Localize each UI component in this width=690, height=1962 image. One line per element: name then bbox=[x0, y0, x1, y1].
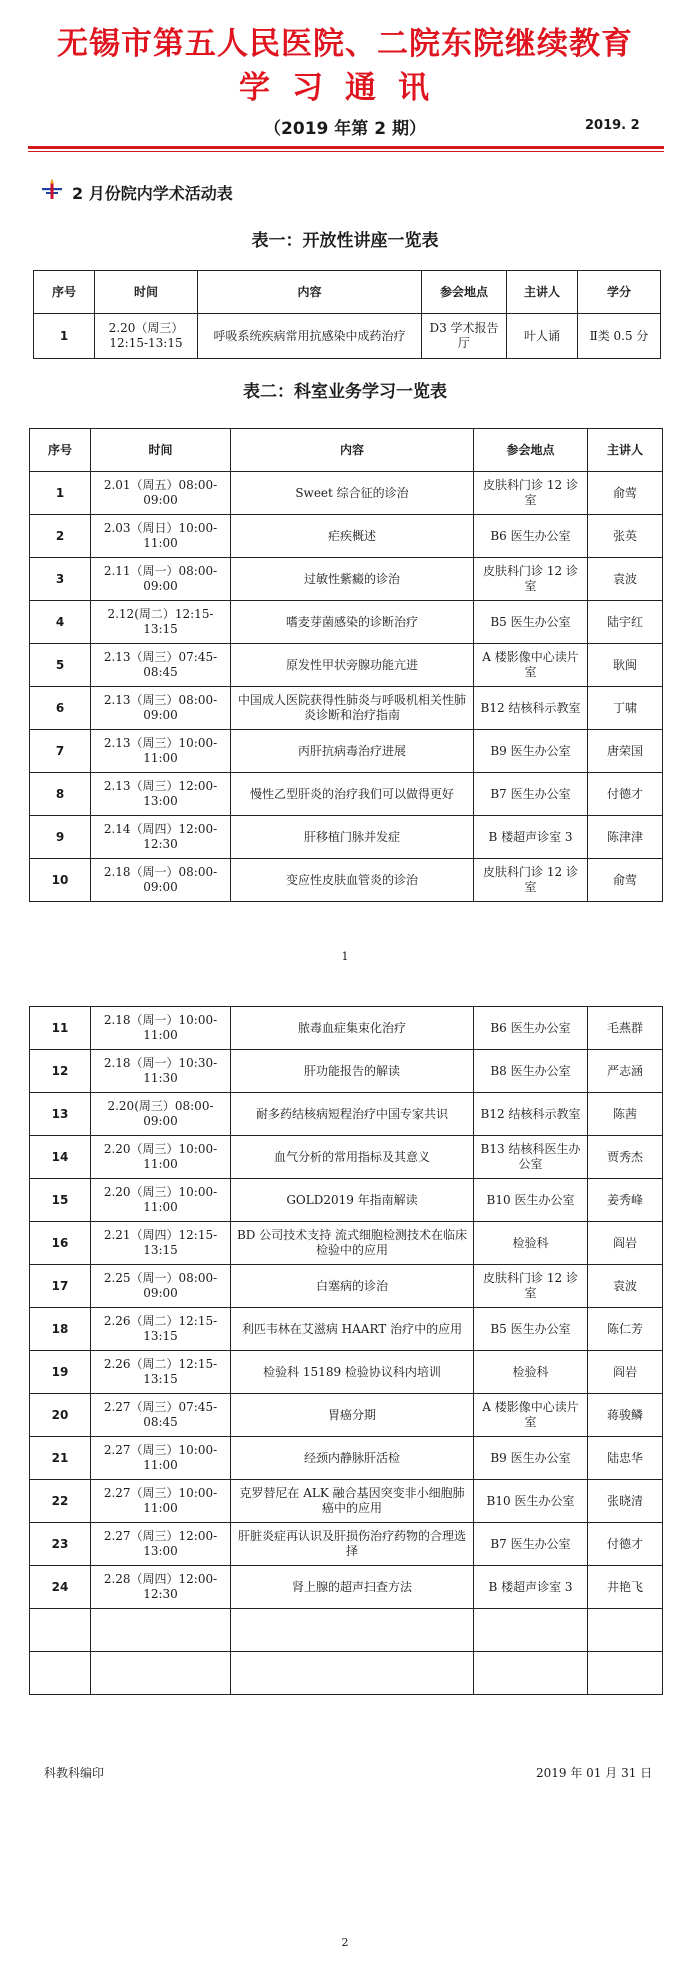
table-cell: 付德才 bbox=[588, 1523, 663, 1566]
table-cell: B7 医生办公室 bbox=[474, 773, 588, 816]
table-cell: 脓毒血症集束化治疗 bbox=[231, 1007, 474, 1050]
table-cell bbox=[474, 1652, 588, 1695]
table-cell: 丁啸 bbox=[588, 687, 663, 730]
table-cell: 袁波 bbox=[588, 558, 663, 601]
table-cell: 2 bbox=[30, 515, 91, 558]
table-cell: 18 bbox=[30, 1308, 91, 1351]
table-row bbox=[30, 1480, 663, 1523]
table-cell: 白塞病的诊治 bbox=[231, 1265, 474, 1308]
table-cell: 2.18（周一）08:00-09:00 bbox=[91, 859, 231, 902]
column-header: 序号 bbox=[34, 271, 95, 314]
table-cell bbox=[30, 1609, 91, 1652]
compile-date: 2019 年 01 月 31 日 bbox=[536, 1766, 653, 1780]
table-row bbox=[30, 1050, 663, 1093]
newsletter-title-line1: 无锡市第五人民医院、二院东院继续教育 bbox=[57, 26, 633, 62]
table-row-empty bbox=[30, 1609, 663, 1652]
table-row bbox=[30, 644, 663, 687]
table-cell: 2.20(周三）08:00-09:00 bbox=[91, 1093, 231, 1136]
column-header: 主讲人 bbox=[588, 429, 663, 472]
table-cell: 2.11（周一）08:00-09:00 bbox=[91, 558, 231, 601]
table-row bbox=[30, 1437, 663, 1480]
table-cell: 2.26（周二）12:15-13:15 bbox=[91, 1308, 231, 1351]
table-cell: 俞莺 bbox=[588, 859, 663, 902]
table-cell: B12 结核科示教室 bbox=[474, 1093, 588, 1136]
table-cell: 血气分析的常用指标及其意义 bbox=[231, 1136, 474, 1179]
table-cell: BD 公司技术支持 流式细胞检测技术在临床检验中的应用 bbox=[231, 1222, 474, 1265]
table-cell: B12 结核科示教室 bbox=[474, 687, 588, 730]
table-cell: B10 医生办公室 bbox=[474, 1179, 588, 1222]
table-cell: 16 bbox=[30, 1222, 91, 1265]
table-cell: 7 bbox=[30, 730, 91, 773]
table-cell bbox=[231, 1609, 474, 1652]
table-cell: 肝脏炎症再认识及肝损伤治疗药物的合理选择 bbox=[231, 1523, 474, 1566]
table-row bbox=[30, 1222, 663, 1265]
table-cell: 24 bbox=[30, 1566, 91, 1609]
table2-title: 表二：科室业务学习一览表 bbox=[243, 382, 447, 402]
table-cell: A 楼影像中心读片室 bbox=[474, 644, 588, 687]
table-cell: 叶人诵 bbox=[507, 314, 578, 359]
table-cell: 1 bbox=[34, 314, 95, 359]
table-cell: 23 bbox=[30, 1523, 91, 1566]
table-cell: 阎岩 bbox=[588, 1222, 663, 1265]
table-cell: 陈仁芳 bbox=[588, 1308, 663, 1351]
table-cell: 皮肤科门诊 12 诊室 bbox=[474, 558, 588, 601]
table-row bbox=[30, 1007, 663, 1050]
table-cell: 17 bbox=[30, 1265, 91, 1308]
table-cell: Sweet 综合征的诊治 bbox=[231, 472, 474, 515]
issue-date: 2019. 2 bbox=[585, 118, 640, 133]
table-cell: 严志涵 bbox=[588, 1050, 663, 1093]
table-cell: 中国成人医院获得性肺炎与呼吸机相关性肺炎诊断和治疗指南 bbox=[231, 687, 474, 730]
table-row bbox=[30, 1351, 663, 1394]
table-cell: 2.25（周一）08:00-09:00 bbox=[91, 1265, 231, 1308]
table-cell: 丙肝抗病毒治疗进展 bbox=[231, 730, 474, 773]
table-cell: 利匹韦林在艾滋病 HAART 治疗中的应用 bbox=[231, 1308, 474, 1351]
table-cell: 蒋骏鳞 bbox=[588, 1394, 663, 1437]
table-cell: 肝功能报告的解读 bbox=[231, 1050, 474, 1093]
table-cell bbox=[588, 1609, 663, 1652]
table-row bbox=[34, 314, 661, 359]
table-cell: 8 bbox=[30, 773, 91, 816]
table-cell: 2.03（周日）10:00-11:00 bbox=[91, 515, 231, 558]
column-header: 参会地点 bbox=[474, 429, 588, 472]
table-cell: 慢性乙型肝炎的治疗我们可以做得更好 bbox=[231, 773, 474, 816]
table-row bbox=[30, 687, 663, 730]
table1-title: 表一：开放性讲座一览表 bbox=[251, 231, 439, 251]
table-cell: Ⅱ类 0.5 分 bbox=[578, 314, 661, 359]
table-cell: 10 bbox=[30, 859, 91, 902]
study-table-page2 bbox=[29, 1006, 663, 1695]
table-cell: 皮肤科门诊 12 诊室 bbox=[474, 472, 588, 515]
table-cell: A 楼影像中心读片室 bbox=[474, 1394, 588, 1437]
table-cell bbox=[91, 1652, 231, 1695]
table-cell: 2.27（周三）10:00-11:00 bbox=[91, 1480, 231, 1523]
table-row bbox=[30, 1566, 663, 1609]
table-row bbox=[30, 1523, 663, 1566]
column-header: 时间 bbox=[95, 271, 198, 314]
table-cell: 付德才 bbox=[588, 773, 663, 816]
table-cell: 20 bbox=[30, 1394, 91, 1437]
table-cell: 15 bbox=[30, 1179, 91, 1222]
table-row bbox=[30, 472, 663, 515]
page-number-1: 1 bbox=[341, 950, 349, 963]
table-row bbox=[30, 773, 663, 816]
table-cell: 1 bbox=[30, 472, 91, 515]
study-table-page1 bbox=[29, 428, 663, 902]
table-row bbox=[30, 1265, 663, 1308]
table-cell: 4 bbox=[30, 601, 91, 644]
table-cell bbox=[474, 1609, 588, 1652]
table-cell: 2.20（周三）10:00-11:00 bbox=[91, 1179, 231, 1222]
table-row bbox=[30, 515, 663, 558]
table-header-row bbox=[30, 429, 663, 472]
table-cell bbox=[588, 1652, 663, 1695]
table-cell: 2.13（周三）10:00-11:00 bbox=[91, 730, 231, 773]
table-cell: 12 bbox=[30, 1050, 91, 1093]
page-number-2: 2 bbox=[341, 1936, 349, 1949]
column-header: 主讲人 bbox=[507, 271, 578, 314]
table-cell: 2.28（周四）12:00-12:30 bbox=[91, 1566, 231, 1609]
table-row bbox=[30, 1394, 663, 1437]
table-row bbox=[30, 1093, 663, 1136]
table-cell: 呼吸系统疾病常用抗感染中成药治疗 bbox=[198, 314, 422, 359]
table-cell: 2.27（周三）07:45-08:45 bbox=[91, 1394, 231, 1437]
table-cell: 2.26（周二）12:15-13:15 bbox=[91, 1351, 231, 1394]
table-cell: 2.18（周一）10:00-11:00 bbox=[91, 1007, 231, 1050]
table-cell: 阎岩 bbox=[588, 1351, 663, 1394]
table-cell: 检验科 bbox=[474, 1222, 588, 1265]
table-row bbox=[30, 730, 663, 773]
table-cell: 俞莺 bbox=[588, 472, 663, 515]
table-cell bbox=[30, 1652, 91, 1695]
table-cell: 耿闽 bbox=[588, 644, 663, 687]
table-cell: 肾上腺的超声扫查方法 bbox=[231, 1566, 474, 1609]
table-cell: 2.14（周四）12:00-12:30 bbox=[91, 816, 231, 859]
table-cell: 经颈内静脉肝活检 bbox=[231, 1437, 474, 1480]
table-cell: B8 医生办公室 bbox=[474, 1050, 588, 1093]
table-row bbox=[30, 558, 663, 601]
table-cell: 检验科 15189 检验协议科内培训 bbox=[231, 1351, 474, 1394]
table-row bbox=[30, 1136, 663, 1179]
table-row bbox=[30, 859, 663, 902]
column-header: 序号 bbox=[30, 429, 91, 472]
table-cell: 耐多药结核病短程治疗中国专家共识 bbox=[231, 1093, 474, 1136]
table-cell: 2.20（周三）12:15-13:15 bbox=[95, 314, 198, 359]
column-header: 时间 bbox=[91, 429, 231, 472]
table-cell: 皮肤科门诊 12 诊室 bbox=[474, 1265, 588, 1308]
column-header: 内容 bbox=[198, 271, 422, 314]
candle-icon bbox=[40, 179, 64, 201]
table-cell: B9 医生办公室 bbox=[474, 1437, 588, 1480]
column-header: 参会地点 bbox=[422, 271, 507, 314]
table-cell: B10 医生办公室 bbox=[474, 1480, 588, 1523]
table-cell: 22 bbox=[30, 1480, 91, 1523]
table-cell: 过敏性紫癜的诊治 bbox=[231, 558, 474, 601]
table-cell: 井艳飞 bbox=[588, 1566, 663, 1609]
table-cell: 检验科 bbox=[474, 1351, 588, 1394]
issue-number: （2019 年第 2 期） bbox=[264, 119, 426, 139]
table-cell: B6 医生办公室 bbox=[474, 515, 588, 558]
table-cell: 5 bbox=[30, 644, 91, 687]
table-cell: 9 bbox=[30, 816, 91, 859]
table-cell: 肝移植门脉并发症 bbox=[231, 816, 474, 859]
table-cell: 原发性甲状旁腺功能亢进 bbox=[231, 644, 474, 687]
table-cell bbox=[91, 1609, 231, 1652]
table-cell: 唐荣国 bbox=[588, 730, 663, 773]
table-cell: D3 学术报告厅 bbox=[422, 314, 507, 359]
table-cell: 张晓清 bbox=[588, 1480, 663, 1523]
table-cell: 嗜麦芽菌感染的诊断治疗 bbox=[231, 601, 474, 644]
table-cell: 3 bbox=[30, 558, 91, 601]
table-cell: 陈茜 bbox=[588, 1093, 663, 1136]
section-title: 2 月份院内学术活动表 bbox=[72, 184, 233, 203]
table-cell: 胃癌分期 bbox=[231, 1394, 474, 1437]
table-cell: B 楼超声诊室 3 bbox=[474, 1566, 588, 1609]
table-cell: 2.21（周四）12:15-13:15 bbox=[91, 1222, 231, 1265]
table-cell: 14 bbox=[30, 1136, 91, 1179]
column-header: 内容 bbox=[231, 429, 474, 472]
table-cell: B 楼超声诊室 3 bbox=[474, 816, 588, 859]
table-cell: 陈津津 bbox=[588, 816, 663, 859]
table-cell: 13 bbox=[30, 1093, 91, 1136]
table-cell: 陆忠华 bbox=[588, 1437, 663, 1480]
table-cell: 2.27（周三）10:00-11:00 bbox=[91, 1437, 231, 1480]
lecture-table bbox=[33, 270, 661, 359]
table-cell: 11 bbox=[30, 1007, 91, 1050]
table-cell: 2.18（周一）10:30-11:30 bbox=[91, 1050, 231, 1093]
table-cell: 21 bbox=[30, 1437, 91, 1480]
table-cell: 陆宇红 bbox=[588, 601, 663, 644]
table-cell: 2.13（周三）12:00-13:00 bbox=[91, 773, 231, 816]
table-cell: B5 医生办公室 bbox=[474, 1308, 588, 1351]
table-cell: 2.20（周三）10:00-11:00 bbox=[91, 1136, 231, 1179]
compiler-note: 科教科编印 bbox=[44, 1766, 105, 1780]
table-cell: 2.13（周三）07:45-08:45 bbox=[91, 644, 231, 687]
table-row bbox=[30, 601, 663, 644]
table-cell: 姜秀峰 bbox=[588, 1179, 663, 1222]
header-rule-thin bbox=[28, 151, 664, 152]
table-row bbox=[30, 1179, 663, 1222]
table-row bbox=[30, 816, 663, 859]
table-cell: 皮肤科门诊 12 诊室 bbox=[474, 859, 588, 902]
table-cell: B13 结核科医生办公室 bbox=[474, 1136, 588, 1179]
table-cell: B9 医生办公室 bbox=[474, 730, 588, 773]
table-cell: 袁波 bbox=[588, 1265, 663, 1308]
table-cell: 张英 bbox=[588, 515, 663, 558]
table-cell: B6 医生办公室 bbox=[474, 1007, 588, 1050]
table-cell: 变应性皮肤血管炎的诊治 bbox=[231, 859, 474, 902]
table-cell: 毛燕群 bbox=[588, 1007, 663, 1050]
table-cell: GOLD2019 年指南解读 bbox=[231, 1179, 474, 1222]
table-header-row bbox=[34, 271, 661, 314]
table-cell: 2.27（周三）12:00-13:00 bbox=[91, 1523, 231, 1566]
table-row bbox=[30, 1308, 663, 1351]
table-cell: 19 bbox=[30, 1351, 91, 1394]
table-cell: 2.12(周二）12:15-13:15 bbox=[91, 601, 231, 644]
table-cell: 克罗替尼在 ALK 融合基因突变非小细胞肺癌中的应用 bbox=[231, 1480, 474, 1523]
table-cell: 贾秀杰 bbox=[588, 1136, 663, 1179]
newsletter-title-line2: 学习通讯 bbox=[239, 70, 451, 106]
column-header: 学分 bbox=[578, 271, 661, 314]
table-cell: 2.13（周三）08:00-09:00 bbox=[91, 687, 231, 730]
table-cell: B5 医生办公室 bbox=[474, 601, 588, 644]
header-rule-thick bbox=[28, 146, 664, 149]
table-row-empty bbox=[30, 1652, 663, 1695]
table-cell: 2.01（周五）08:00-09:00 bbox=[91, 472, 231, 515]
table-cell: 疟疾概述 bbox=[231, 515, 474, 558]
table-cell bbox=[231, 1652, 474, 1695]
table-cell: 6 bbox=[30, 687, 91, 730]
table-cell: B7 医生办公室 bbox=[474, 1523, 588, 1566]
